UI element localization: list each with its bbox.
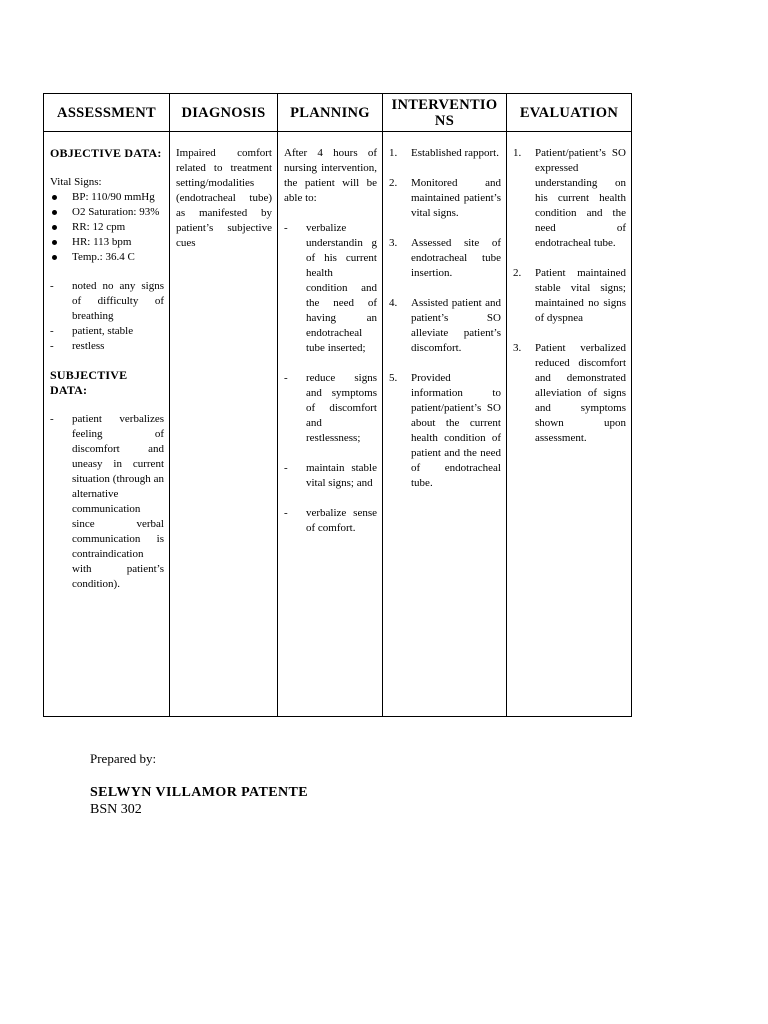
subjective-data-heading: SUBJECTIVE DATA: [50, 368, 128, 397]
list-item: - noted no any signs of difficulty of breathing [50, 280, 164, 322]
vital-signs-list [50, 190, 164, 265]
list-item: 2. Monitored and maintained patient’s vital signs. [389, 177, 501, 219]
table-body-row [44, 132, 632, 717]
planning-intro: After 4 hours of nursing intervention, the patient will be able to: [284, 147, 377, 204]
header-assessment: ASSESSMENT [44, 94, 170, 132]
evaluation-cell [507, 132, 632, 717]
list-item: 5. Provided information to patient/patient’s SO about the current health condition of patient and the need of endotracheal tube. [389, 372, 501, 489]
list-item: - reduce signs and symptoms of discomfort and restlessness; [284, 372, 377, 444]
header-diagnosis: DIAGNOSIS [170, 94, 278, 132]
diagnosis-text: Impaired comfort related to treatment setting/modalities (endotracheal tube) as manifested by patient’s subjective cues [176, 147, 272, 249]
header-planning: PLANNING [278, 94, 383, 132]
list-item: - verbalize understandin g of his current health condition and the need of having an endotracheal tube inserted; [284, 222, 377, 354]
interventions-list [389, 146, 501, 491]
list-item: 3. Assessed site of endotracheal tube insertion. [389, 237, 501, 279]
table-header-row [44, 94, 632, 132]
evaluation-list [513, 146, 626, 446]
preparer-name: SELWYN VILLAMOR PATENTE [90, 785, 308, 800]
planning-goals-list [284, 221, 377, 536]
planning-cell [278, 132, 383, 717]
list-item: 2. Patient maintained stable vital signs; maintained no signs of dyspnea [513, 267, 626, 324]
list-item: 1. Patient/patient’s SO expressed understanding on his current health condition and the need of endotracheal tube. [513, 147, 626, 249]
list-item: - restless [50, 340, 105, 352]
list-item: RR: 12 cpm [50, 220, 164, 235]
list-item: - patient, stable [50, 325, 134, 337]
header-interventions: INTERVENTIO NS [383, 94, 507, 132]
list-item: 4. Assisted patient and patient’s SO alleviate patient’s discomfort. [389, 297, 501, 354]
prepared-by-label: Prepared by: [90, 751, 157, 766]
list-item: HR: 113 bpm [50, 235, 164, 250]
objective-notes-list [50, 279, 164, 354]
nursing-care-plan-table [43, 93, 632, 717]
vital-signs-label: Vital Signs: [50, 176, 102, 188]
interventions-cell [383, 132, 507, 717]
list-item: - maintain stable vital signs; and [284, 462, 377, 489]
list-item: 3. Patient verbalized reduced discomfort and demonstrated alleviation of signs and symptoms shown upon assessment. [513, 342, 626, 444]
preparer-course: BSN 302 [90, 802, 142, 817]
assessment-cell [44, 132, 170, 717]
list-item: - patient verbalizes feeling of discomfort and uneasy in current situation (through an alternative communication since verbal communication is contraindication with patient’s condition). [50, 413, 164, 590]
list-item: - verbalize sense of comfort. [284, 507, 377, 534]
subjective-notes-list [50, 412, 164, 592]
diagnosis-cell [170, 132, 278, 717]
list-item: Temp.: 36.4 C [50, 250, 164, 265]
list-item: 1. Established rapport. [389, 147, 499, 159]
header-evaluation: EVALUATION [507, 94, 632, 132]
list-item: BP: 110/90 mmHg [50, 190, 164, 205]
prepared-by-block [90, 750, 308, 818]
list-item: O2 Saturation: 93% [50, 205, 164, 220]
objective-data-heading: OBJECTIVE DATA: [50, 146, 162, 160]
